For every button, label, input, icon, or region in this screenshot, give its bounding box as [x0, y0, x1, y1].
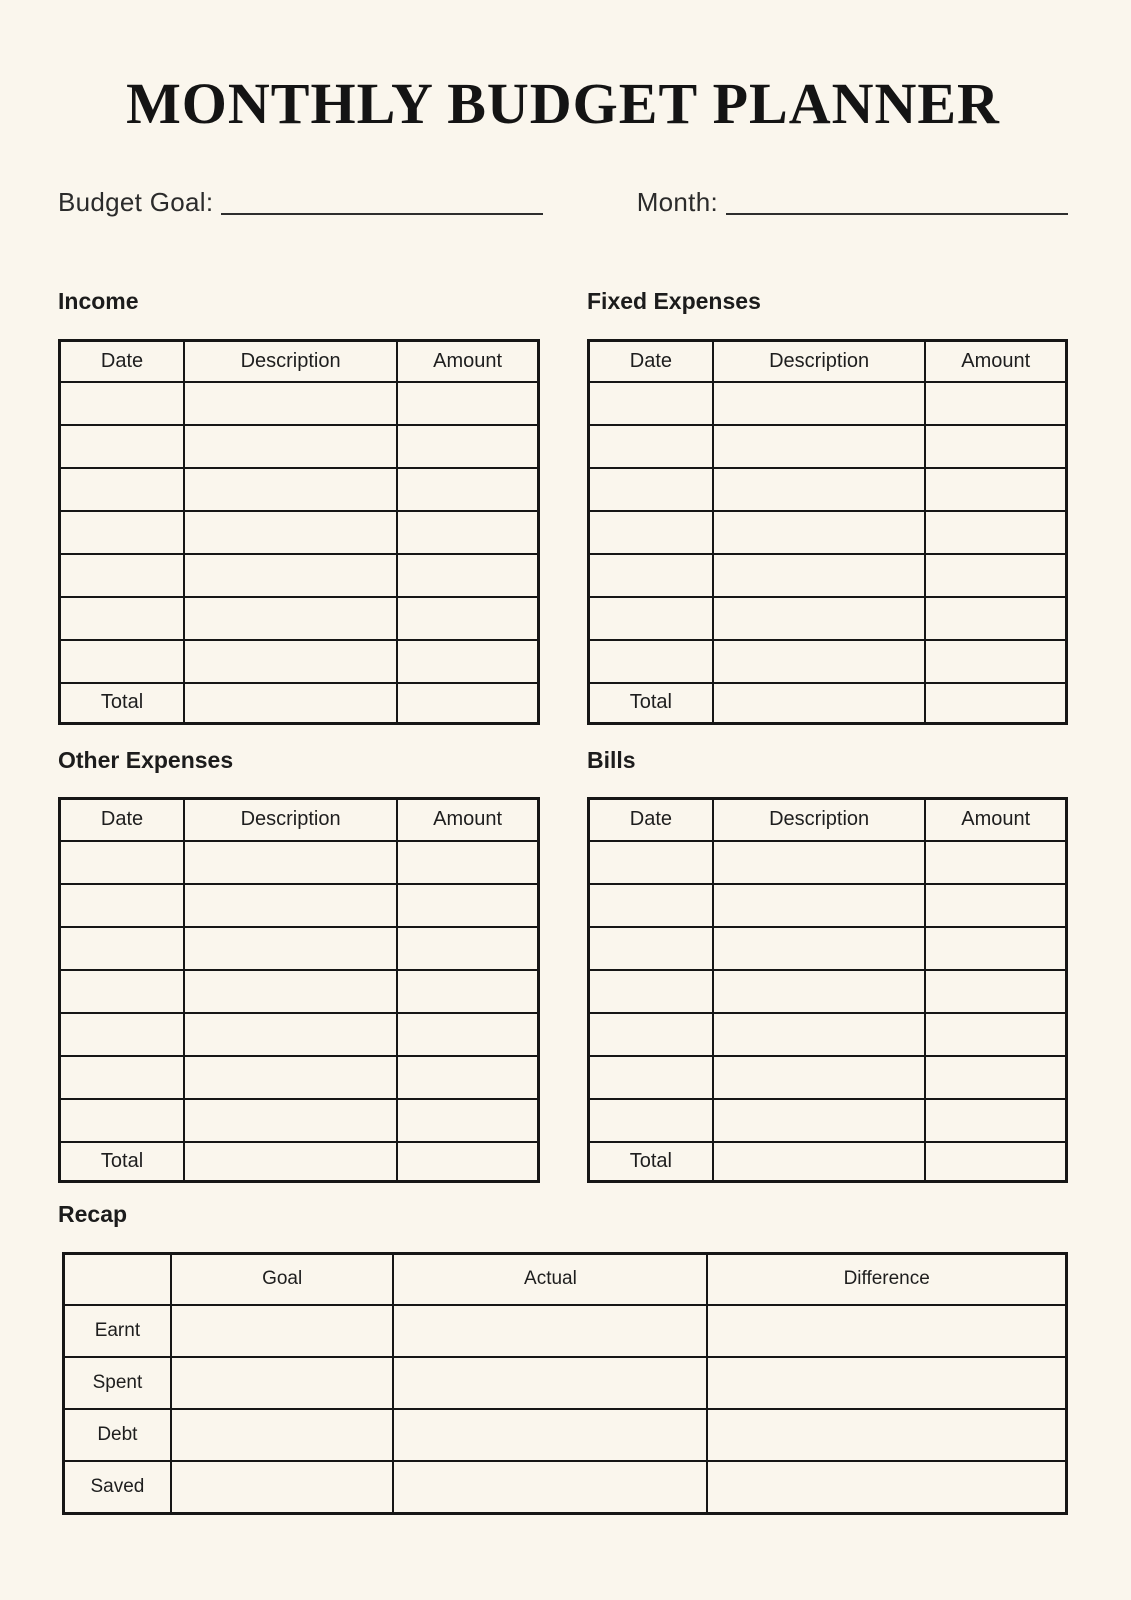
- empty-entry-cell[interactable]: [60, 1013, 185, 1056]
- saved-difference-cell[interactable]: [707, 1461, 1066, 1513]
- earnt-difference-cell[interactable]: [707, 1305, 1066, 1357]
- empty-entry-cell[interactable]: [397, 640, 538, 683]
- empty-entry-cell[interactable]: [713, 1013, 926, 1056]
- entry-row: [589, 597, 1067, 640]
- empty-entry-cell[interactable]: [184, 425, 397, 468]
- amount-column-header: Amount: [925, 799, 1066, 841]
- empty-entry-cell[interactable]: [184, 511, 397, 554]
- empty-entry-cell[interactable]: [60, 884, 185, 927]
- entry-row: [60, 597, 539, 640]
- total-row: [60, 683, 539, 723]
- empty-entry-cell[interactable]: [925, 841, 1066, 884]
- entry-row: [60, 1099, 539, 1142]
- entry-row: [60, 382, 539, 425]
- recap-row-saved: [64, 1461, 1067, 1513]
- debt-difference-cell[interactable]: [707, 1409, 1066, 1461]
- empty-entry-cell[interactable]: [713, 927, 926, 970]
- spent-row-label: Spent: [64, 1357, 171, 1409]
- entry-row: [60, 425, 539, 468]
- saved-goal-cell[interactable]: [171, 1461, 394, 1513]
- entry-row: [60, 640, 539, 683]
- empty-entry-cell[interactable]: [60, 1056, 185, 1099]
- empty-entry-cell[interactable]: [397, 970, 538, 1013]
- earnt-row-label: Earnt: [64, 1305, 171, 1357]
- total-amount-cell[interactable]: [925, 683, 1066, 723]
- total-label-cell: Total: [60, 683, 185, 723]
- tables-row-1: [58, 288, 1068, 724]
- spent-actual-cell[interactable]: [393, 1357, 707, 1409]
- total-amount-cell[interactable]: [397, 683, 538, 723]
- spent-goal-cell[interactable]: [171, 1357, 394, 1409]
- total-description-cell[interactable]: [713, 1142, 926, 1182]
- entry-row: [60, 841, 539, 884]
- empty-entry-cell[interactable]: [589, 1056, 713, 1099]
- description-column-header: Description: [713, 799, 926, 841]
- recap-row-spent: [64, 1357, 1067, 1409]
- empty-entry-cell[interactable]: [60, 841, 185, 884]
- debt-row-label: Debt: [64, 1409, 171, 1461]
- table-header-row: [589, 340, 1067, 382]
- recap-table: [62, 1252, 1068, 1515]
- entry-row: [589, 927, 1067, 970]
- empty-entry-cell[interactable]: [397, 1056, 538, 1099]
- empty-entry-cell[interactable]: [589, 841, 713, 884]
- entry-row: [60, 1056, 539, 1099]
- empty-entry-cell[interactable]: [184, 468, 397, 511]
- spent-difference-cell[interactable]: [707, 1357, 1066, 1409]
- empty-entry-cell[interactable]: [925, 554, 1066, 597]
- empty-entry-cell[interactable]: [397, 554, 538, 597]
- empty-entry-cell[interactable]: [713, 554, 926, 597]
- empty-entry-cell[interactable]: [589, 468, 713, 511]
- empty-entry-cell[interactable]: [713, 1099, 926, 1142]
- header-fields: [58, 186, 1068, 219]
- empty-entry-cell[interactable]: [589, 597, 713, 640]
- entry-row: [60, 468, 539, 511]
- empty-entry-cell[interactable]: [925, 511, 1066, 554]
- entry-row: [589, 970, 1067, 1013]
- empty-entry-cell[interactable]: [713, 425, 926, 468]
- empty-entry-cell[interactable]: [925, 927, 1066, 970]
- other-expenses-table: [58, 797, 540, 1183]
- empty-entry-cell[interactable]: [397, 1013, 538, 1056]
- income-table: [58, 339, 540, 725]
- empty-entry-cell[interactable]: [925, 597, 1066, 640]
- empty-entry-cell[interactable]: [589, 1099, 713, 1142]
- empty-entry-cell[interactable]: [589, 927, 713, 970]
- bills-table: [587, 797, 1068, 1183]
- empty-entry-cell[interactable]: [397, 1099, 538, 1142]
- bills-section: [587, 747, 1068, 1183]
- empty-entry-cell[interactable]: [184, 927, 397, 970]
- fixed-expenses-section-title: Fixed Expenses: [587, 288, 761, 315]
- empty-entry-cell[interactable]: [925, 970, 1066, 1013]
- empty-entry-cell[interactable]: [60, 382, 185, 425]
- empty-entry-cell[interactable]: [397, 382, 538, 425]
- budget-goal-blank-line[interactable]: [221, 213, 543, 215]
- entry-row: [589, 425, 1067, 468]
- total-description-cell[interactable]: [184, 683, 397, 723]
- empty-entry-cell[interactable]: [397, 884, 538, 927]
- entry-row: [589, 1056, 1067, 1099]
- saved-row-label: Saved: [64, 1461, 171, 1513]
- empty-entry-cell[interactable]: [925, 884, 1066, 927]
- entry-row: [60, 927, 539, 970]
- entry-row: [589, 382, 1067, 425]
- empty-entry-cell[interactable]: [713, 640, 926, 683]
- empty-entry-cell[interactable]: [713, 970, 926, 1013]
- date-column-header: Date: [60, 340, 185, 382]
- empty-entry-cell[interactable]: [925, 1099, 1066, 1142]
- empty-entry-cell[interactable]: [589, 511, 713, 554]
- empty-entry-cell[interactable]: [397, 841, 538, 884]
- recap-row-debt: [64, 1409, 1067, 1461]
- empty-entry-cell[interactable]: [925, 1056, 1066, 1099]
- debt-goal-cell[interactable]: [171, 1409, 394, 1461]
- total-description-cell[interactable]: [184, 1142, 397, 1182]
- empty-entry-cell[interactable]: [397, 425, 538, 468]
- empty-entry-cell[interactable]: [397, 927, 538, 970]
- budget-goal-field: [58, 186, 543, 219]
- total-amount-cell[interactable]: [925, 1142, 1066, 1182]
- empty-entry-cell[interactable]: [397, 468, 538, 511]
- empty-entry-cell[interactable]: [60, 927, 185, 970]
- empty-entry-cell[interactable]: [184, 1056, 397, 1099]
- table-header-row: [60, 340, 539, 382]
- empty-entry-cell[interactable]: [713, 511, 926, 554]
- saved-actual-cell[interactable]: [393, 1461, 707, 1513]
- empty-entry-cell[interactable]: [60, 468, 185, 511]
- amount-column-header: Amount: [925, 340, 1066, 382]
- other-expenses-section: [58, 747, 540, 1183]
- month-field: [637, 186, 1068, 219]
- description-column-header: Description: [184, 340, 397, 382]
- goal-column-header: Goal: [171, 1253, 394, 1305]
- empty-entry-cell[interactable]: [184, 597, 397, 640]
- entry-row: [60, 1013, 539, 1056]
- entry-row: [589, 1013, 1067, 1056]
- fixed-expenses-section: [587, 288, 1068, 724]
- description-column-header: Description: [713, 340, 926, 382]
- recap-section-title: Recap: [58, 1201, 128, 1228]
- empty-entry-cell[interactable]: [60, 1099, 185, 1142]
- empty-entry-cell[interactable]: [60, 970, 185, 1013]
- empty-entry-cell[interactable]: [60, 425, 185, 468]
- empty-entry-cell[interactable]: [589, 554, 713, 597]
- entry-row: [60, 884, 539, 927]
- total-row: [60, 1142, 539, 1182]
- table-header-row: [60, 799, 539, 841]
- empty-entry-cell[interactable]: [184, 1099, 397, 1142]
- actual-column-header: Actual: [393, 1253, 707, 1305]
- empty-entry-cell[interactable]: [60, 511, 185, 554]
- entry-row: [589, 511, 1067, 554]
- month-label: Month:: [636, 186, 718, 217]
- amount-column-header: Amount: [397, 340, 538, 382]
- income-section-title: Income: [58, 288, 139, 315]
- empty-entry-cell[interactable]: [925, 382, 1066, 425]
- recap-section: [58, 1201, 1068, 1514]
- date-column-header: Date: [589, 799, 713, 841]
- tables-row-2: [58, 747, 1068, 1183]
- total-label-cell: Total: [589, 683, 713, 723]
- empty-entry-cell[interactable]: [60, 554, 185, 597]
- empty-entry-cell[interactable]: [713, 468, 926, 511]
- recap-row-earnt: [64, 1305, 1067, 1357]
- entry-row: [589, 841, 1067, 884]
- entry-row: [60, 554, 539, 597]
- empty-entry-cell[interactable]: [184, 640, 397, 683]
- empty-entry-cell[interactable]: [589, 884, 713, 927]
- entry-row: [589, 884, 1067, 927]
- date-column-header: Date: [60, 799, 185, 841]
- empty-entry-cell[interactable]: [184, 382, 397, 425]
- budget-goal-label: Budget Goal:: [58, 186, 214, 217]
- empty-entry-cell[interactable]: [589, 382, 713, 425]
- entry-row: [589, 468, 1067, 511]
- month-blank-line[interactable]: [726, 213, 1068, 215]
- amount-column-header: Amount: [397, 799, 538, 841]
- empty-entry-cell[interactable]: [184, 554, 397, 597]
- difference-column-header: Difference: [707, 1253, 1066, 1305]
- entry-row: [589, 554, 1067, 597]
- total-description-cell[interactable]: [713, 683, 926, 723]
- bills-section-title: Bills: [587, 746, 636, 773]
- empty-entry-cell[interactable]: [589, 970, 713, 1013]
- entry-row: [589, 640, 1067, 683]
- empty-entry-cell[interactable]: [589, 1013, 713, 1056]
- debt-actual-cell[interactable]: [393, 1409, 707, 1461]
- total-amount-cell[interactable]: [397, 1142, 538, 1182]
- empty-entry-cell[interactable]: [397, 597, 538, 640]
- earnt-goal-cell[interactable]: [171, 1305, 394, 1357]
- total-row: [589, 683, 1067, 723]
- date-column-header: Date: [589, 340, 713, 382]
- earnt-actual-cell[interactable]: [393, 1305, 707, 1357]
- empty-entry-cell[interactable]: [925, 1013, 1066, 1056]
- empty-entry-cell[interactable]: [713, 597, 926, 640]
- recap-corner-cell: [64, 1253, 171, 1305]
- entry-row: [60, 511, 539, 554]
- empty-entry-cell[interactable]: [184, 841, 397, 884]
- empty-entry-cell[interactable]: [925, 425, 1066, 468]
- empty-entry-cell[interactable]: [184, 970, 397, 1013]
- empty-entry-cell[interactable]: [60, 597, 185, 640]
- recap-header-row: [64, 1253, 1067, 1305]
- page-title: MONTHLY BUDGET PLANNER: [126, 71, 1000, 136]
- table-header-row: [589, 799, 1067, 841]
- total-label-cell: Total: [60, 1142, 185, 1182]
- empty-entry-cell[interactable]: [397, 511, 538, 554]
- total-label-cell: Total: [589, 1142, 713, 1182]
- empty-entry-cell[interactable]: [713, 841, 926, 884]
- empty-entry-cell[interactable]: [184, 1013, 397, 1056]
- empty-entry-cell[interactable]: [713, 884, 926, 927]
- empty-entry-cell[interactable]: [60, 640, 185, 683]
- income-section: [58, 288, 540, 724]
- empty-entry-cell[interactable]: [713, 382, 926, 425]
- empty-entry-cell[interactable]: [184, 884, 397, 927]
- entry-row: [60, 970, 539, 1013]
- entry-row: [589, 1099, 1067, 1142]
- description-column-header: Description: [184, 799, 397, 841]
- fixed-expenses-table: [587, 339, 1068, 725]
- empty-entry-cell[interactable]: [925, 640, 1066, 683]
- total-row: [589, 1142, 1067, 1182]
- other-expenses-section-title: Other Expenses: [58, 746, 234, 773]
- empty-entry-cell[interactable]: [713, 1056, 926, 1099]
- empty-entry-cell[interactable]: [589, 640, 713, 683]
- empty-entry-cell[interactable]: [925, 468, 1066, 511]
- empty-entry-cell[interactable]: [589, 425, 713, 468]
